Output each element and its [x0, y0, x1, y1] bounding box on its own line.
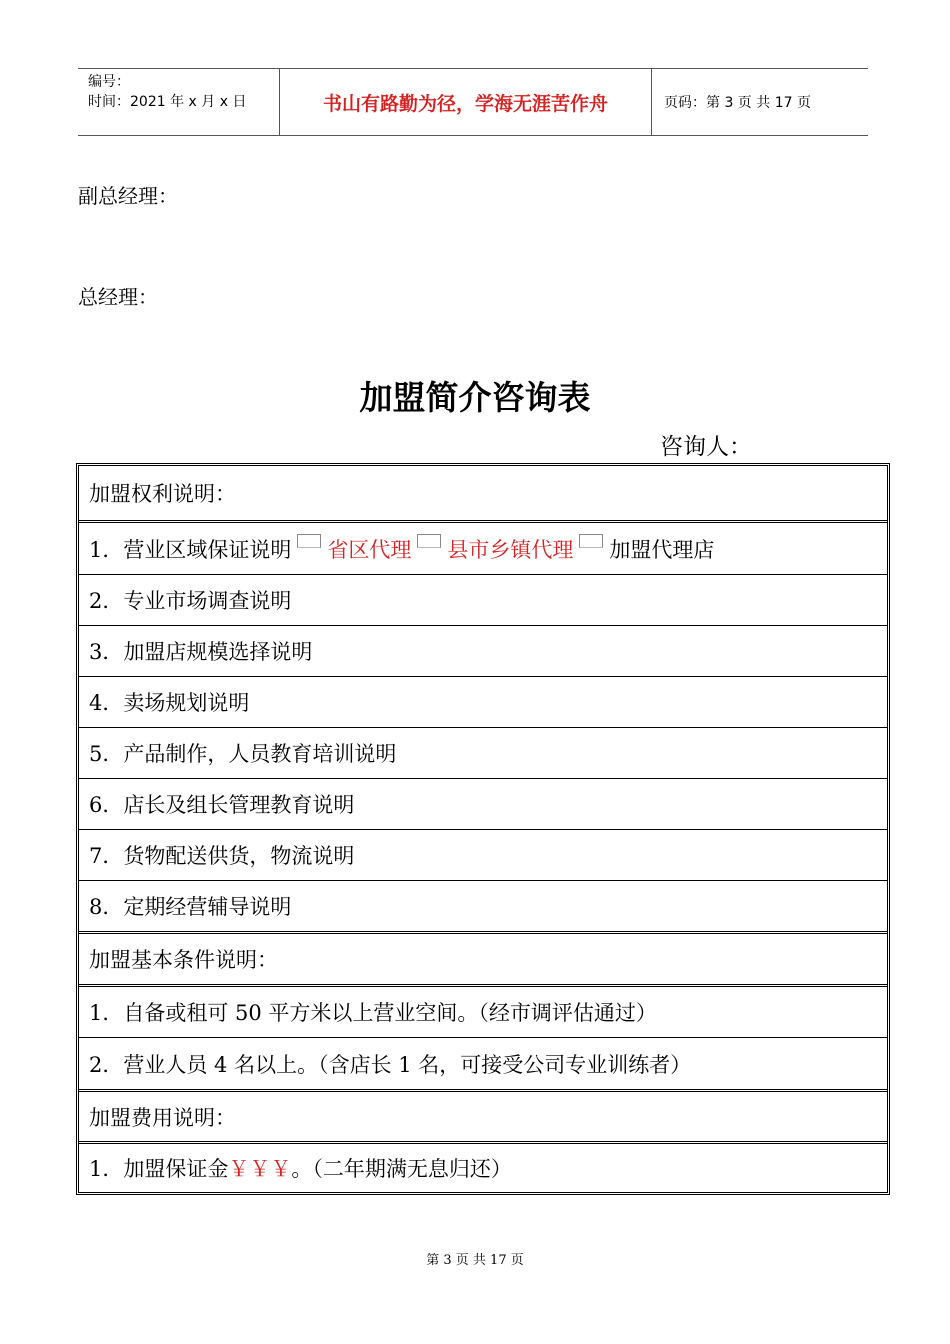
province-agent-checkbox[interactable]: [297, 534, 321, 548]
county-agent-option: 县市乡镇代理: [447, 537, 574, 562]
item4-label: 4．卖场规划说明: [89, 691, 250, 715]
rights-header: 加盟权利说明：: [89, 482, 236, 506]
item3-label: 3．加盟店规模选择说明: [89, 640, 313, 664]
cond2-row: [79, 1038, 887, 1092]
fee1-row: [79, 1144, 887, 1192]
franchise-form: [76, 463, 890, 1195]
page-footer: 第 3 页 共 17 页: [426, 1253, 524, 1268]
item2-label: 2．专业市场调查说明: [89, 589, 292, 613]
fee1-label: 1．加盟保证金: [89, 1157, 229, 1181]
item6-row: [79, 779, 887, 830]
header-motto: 书山有路勤为径，学海无涯苦作舟: [280, 69, 652, 135]
item7-label: 7．货物配送供货，物流说明: [89, 844, 355, 868]
franchise-store-option: 加盟代理店: [609, 537, 715, 562]
header-meta: [78, 69, 280, 135]
number-label: 编号：: [88, 74, 130, 90]
item1-label: 1．营业区域保证说明: [89, 537, 292, 562]
fee1-note: 。（二年期满无息归还）: [291, 1157, 512, 1181]
fees-header: 加盟费用说明：: [89, 1105, 236, 1130]
item7-row: [79, 830, 887, 881]
deposit-amount: ￥￥￥: [228, 1157, 292, 1181]
conditions-header-row: [79, 934, 887, 987]
rights-header-row: [79, 466, 887, 523]
franchise-store-checkbox[interactable]: [579, 534, 603, 548]
item3-row: [79, 626, 887, 677]
cond1-label: 1．自备或租可 50 平方米以上营业空间。（经市调评估通过）: [89, 1001, 657, 1025]
gm-signature-label: 总经理：: [78, 285, 158, 309]
item8-label: 8．定期经营辅导说明: [89, 895, 292, 919]
time-label: 时间：2021 年 x 月 x 日: [88, 94, 247, 110]
item8-row: [79, 881, 887, 934]
page-header: [78, 68, 868, 136]
item1-row: [79, 523, 887, 575]
form-title: 加盟简介咨询表: [359, 378, 591, 417]
item4-row: [79, 677, 887, 728]
conditions-header: 加盟基本条件说明：: [89, 948, 278, 972]
item5-row: [79, 728, 887, 779]
header-page-info: 页码：第 3 页 共 17 页: [664, 95, 811, 111]
vice-gm-signature-label: 副总经理：: [78, 184, 178, 208]
item6-label: 6．店长及组长管理教育说明: [89, 793, 355, 817]
province-agent-option: 省区代理: [327, 537, 412, 562]
county-agent-checkbox[interactable]: [417, 534, 441, 548]
item2-row: [79, 575, 887, 626]
cond1-row: [79, 987, 887, 1038]
consultant-label: 咨询人：: [660, 434, 752, 460]
fees-header-row: [79, 1092, 887, 1144]
item5-label: 5．产品制作，人员教育培训说明: [89, 742, 397, 766]
cond2-label: 2．营业人员 4 名以上。（含店长 1 名，可接受公司专业训练者）: [89, 1052, 692, 1077]
